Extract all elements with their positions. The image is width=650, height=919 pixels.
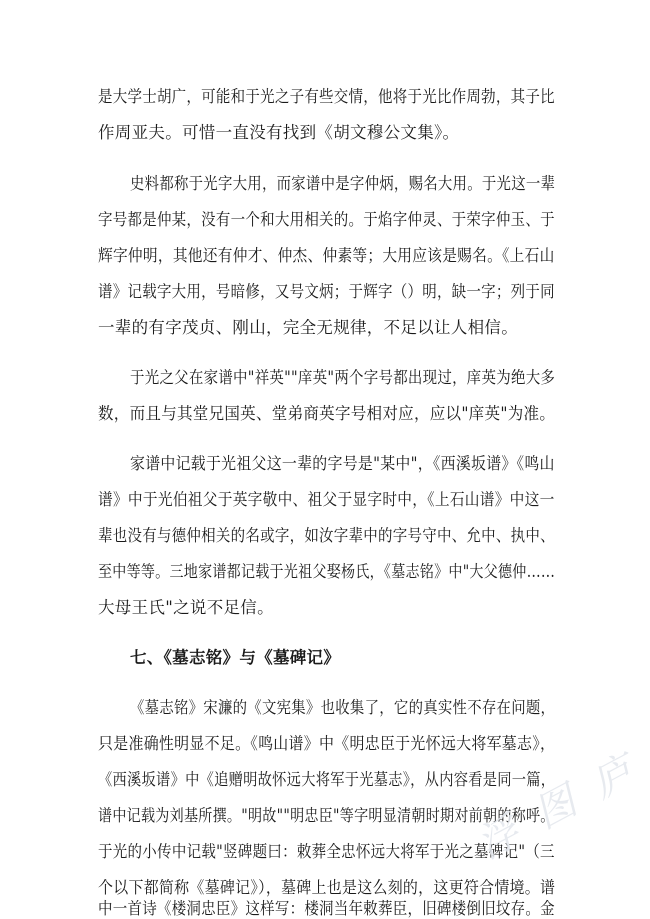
text-line-9: 数，而且与其堂兄国英、堂弟商英字号相对应，应以"庠英"为准。 <box>98 404 556 423</box>
text-line-21: 个以下都简称《墓碑记》），墓碑上也是这么刻的，这更符合情境。谱 <box>98 878 556 897</box>
text-line-16: 《墓志铭》宋濂的《文宪集》也收集了，它的真实性不存在问题， <box>130 698 556 717</box>
text-line-6: 谱》记载字大用，号暗修，又号文炳；于辉字（）明，缺一字；列于同 <box>98 282 555 301</box>
text-line-19: 谱中记载为刘基所撰。"明故""明忠臣"等字明显清朝时期对前朝的称呼。 <box>98 806 555 825</box>
text-line-14: 大母王氏"之说不足信。 <box>98 598 274 617</box>
text-line-4: 字号都是仲某，没有一个和大用相关的。于焰字仲灵、于荣字仲玉、于 <box>98 210 555 229</box>
text-line-7: 一辈的有字茂贞、刚山，完全无规律，不足以让人相信。 <box>98 318 518 337</box>
text-line-20: 于光的小传中记载"竖碑题曰：敕葬全忠怀远大将军于光之墓碑记"（三 <box>98 842 555 861</box>
text-line-1: 是大学士胡广，可能和于光之子有些交情，他将于光比作周勃，其子比 <box>98 87 555 106</box>
text-line-5: 辉字仲明，其他还有仲才、仲杰、仲素等；大用应该是赐名。《上石山 <box>98 246 555 265</box>
text-line-10: 家谱中记载于光祖父这一辈的字号是"某中"，《西溪坂谱》《鸣山 <box>130 454 555 473</box>
text-line-3: 史料都称于光字大用，而家谱中是字仲炳，赐名大用。于光这一辈 <box>130 174 556 193</box>
text-line-8: 于光之父在家谱中"祥英""庠英"两个字号都出现过，庠英为绝大多 <box>130 368 556 387</box>
text-line-11: 谱》中于光伯祖父于英字敬中、祖父于显字时中，《上石山谱》中这一 <box>98 490 555 509</box>
watermark: 浮 图 庐 <box>470 745 648 869</box>
text-line-12: 辈也没有与德仲相关的名或字，如汝字辈中的字号守中、允中、执中、 <box>98 526 555 545</box>
text-line-2: 作周亚夫。可惜一直没有找到《胡文穆公文集》。 <box>98 123 460 142</box>
text-line-18: 《西溪坂谱》中《追赠明故怀远大将军于光墓志》，从内容看是同一篇， <box>98 770 556 789</box>
text-line-22: 中一首诗《楼洞忠臣》这样写：楼洞当年敕葬臣，旧碑楼倒旧坟存。金 <box>98 899 555 918</box>
text-line-17: 只是准确性明显不足。《鸣山谱》中《明忠臣于光怀远大将军墓志》， <box>98 734 556 753</box>
text-line-13: 至中等等。三地家谱都记载于光祖父娶杨氏，《墓志铭》中"大父德仲…… <box>98 562 556 581</box>
section-heading: 七、《墓志铭》与《墓碑记》 <box>130 648 341 667</box>
